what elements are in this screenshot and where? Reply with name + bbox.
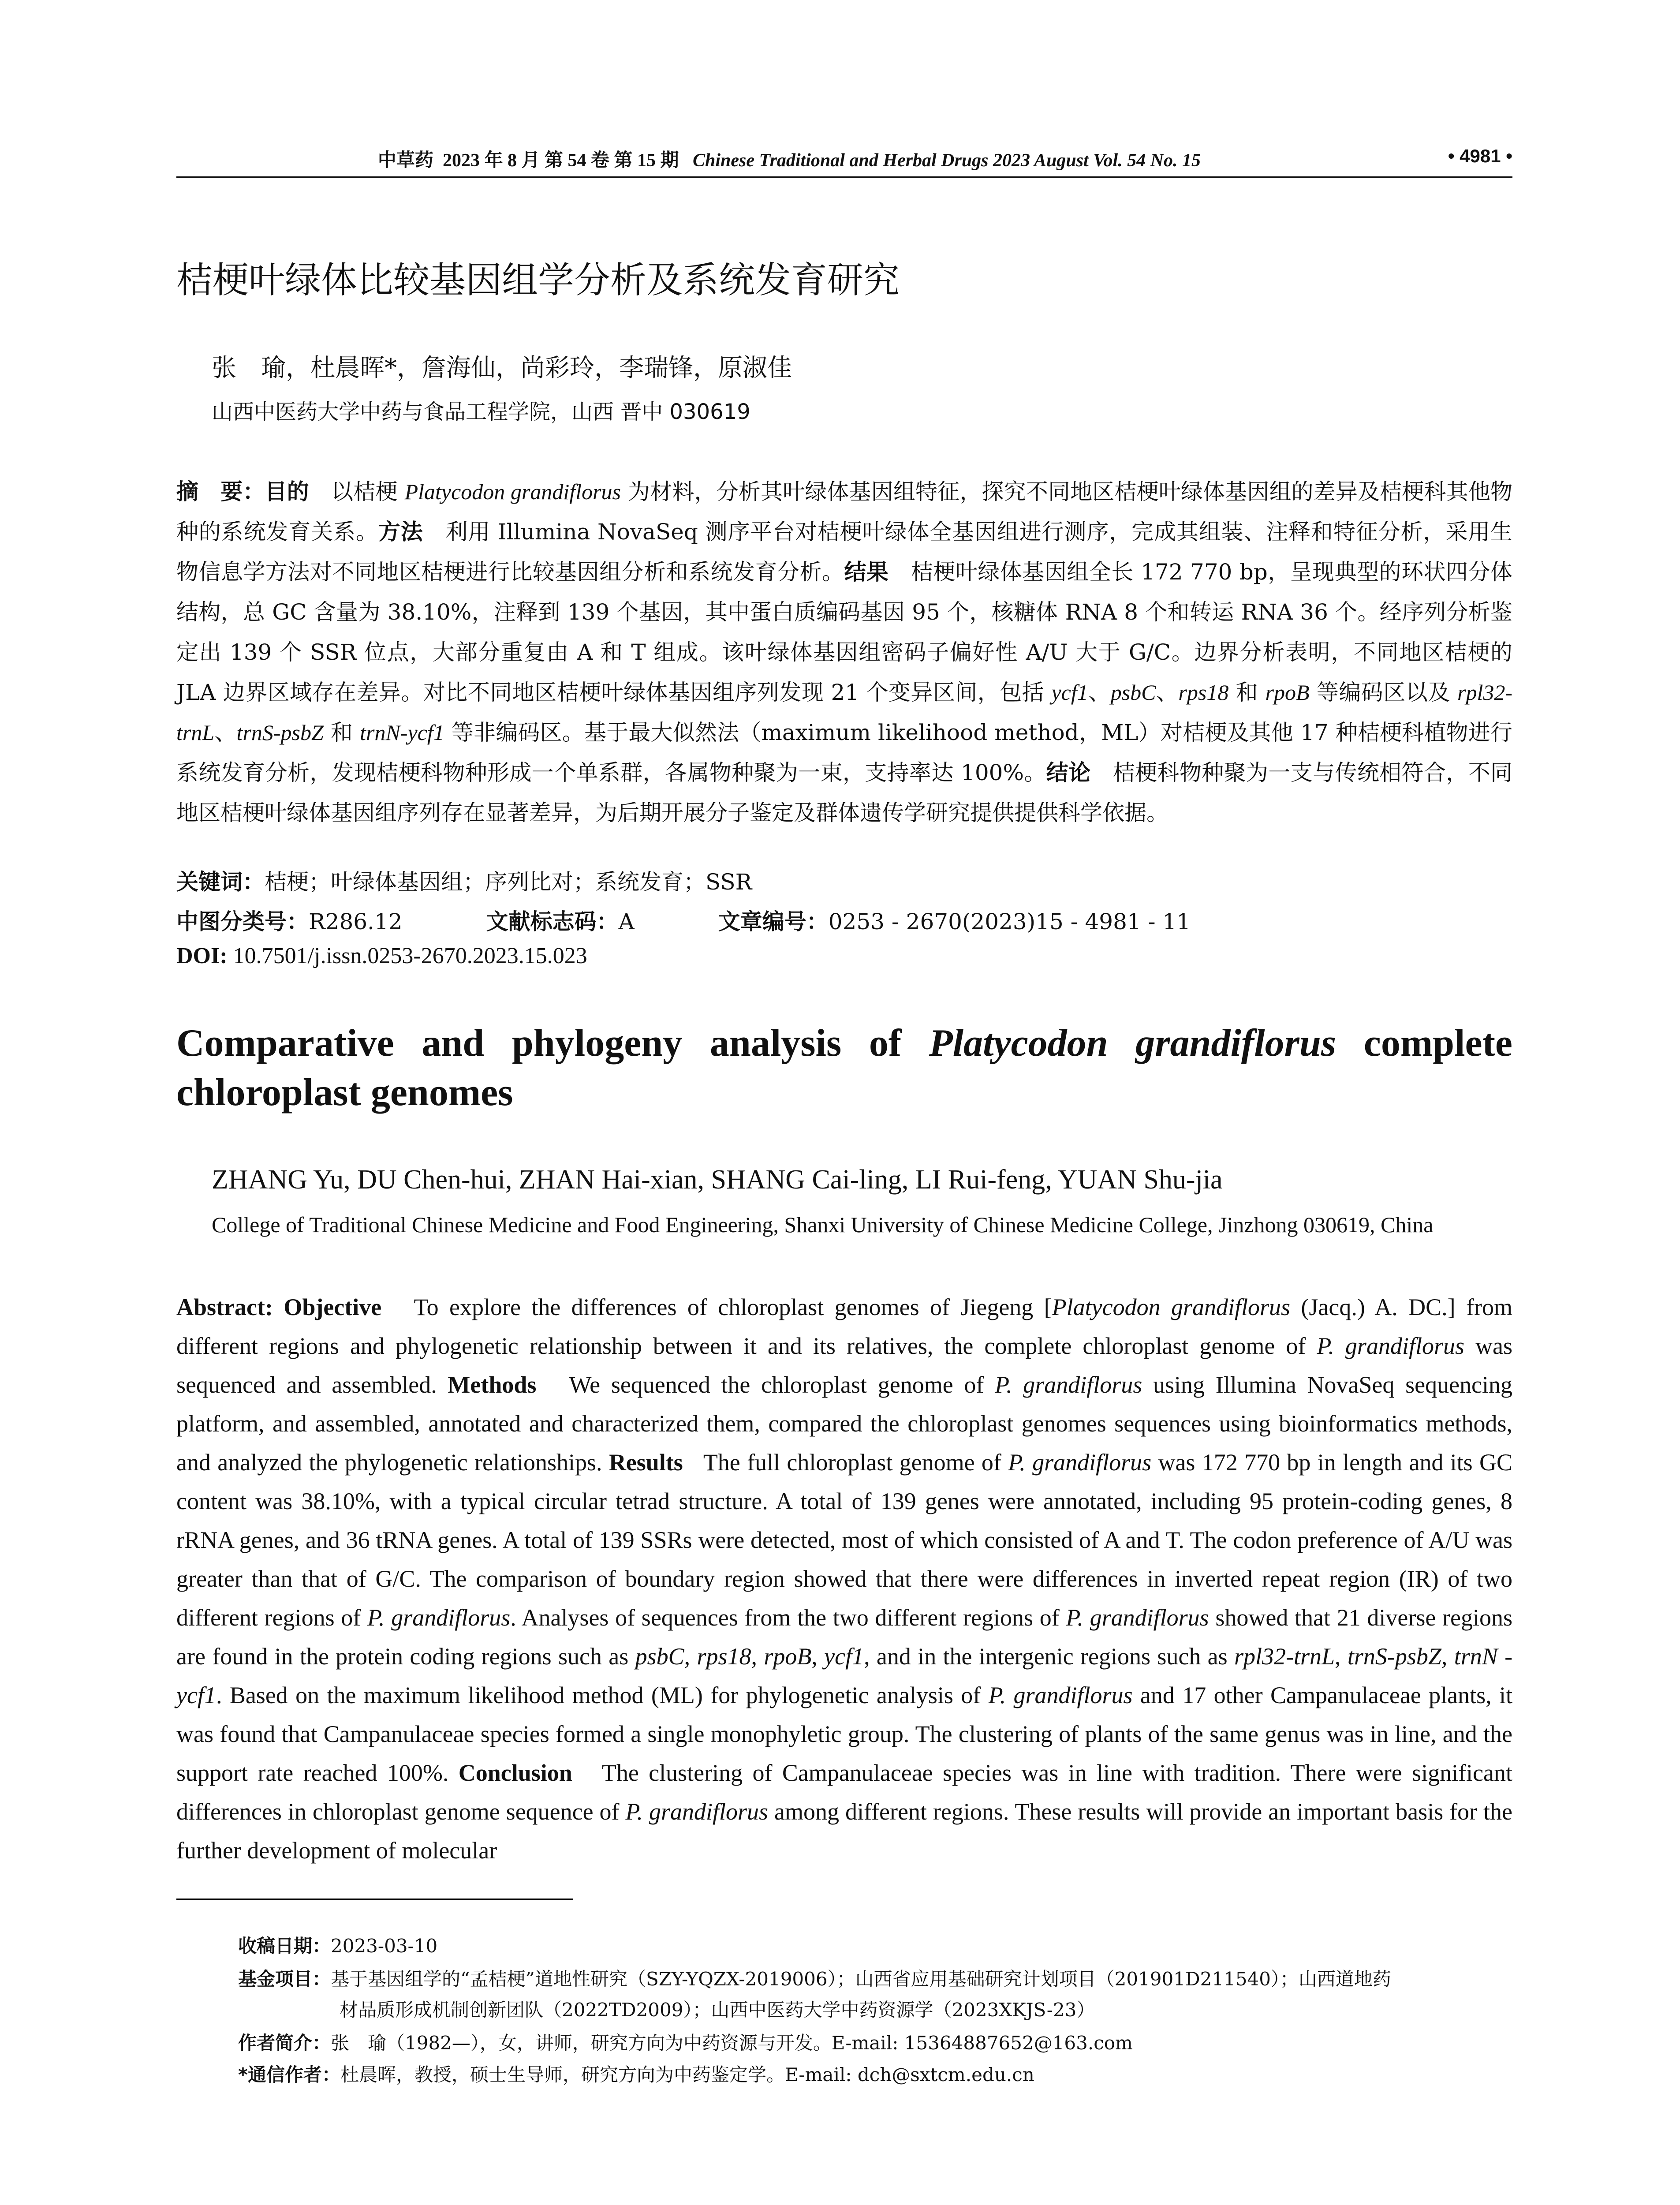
en-results-text-4: showed that 21 diverse regions are found in the protein coding regions such as bbox=[176, 1604, 1513, 1670]
gene-name: ycf1 bbox=[1051, 680, 1088, 705]
cn-affiliation: 山西中医药大学中药与食品工程学院，山西 晋中 030619 bbox=[212, 400, 750, 424]
en-title-species: Platycodon grandiflorus bbox=[929, 1022, 1337, 1065]
cn-title: 桔梗叶绿体比较基因组学分析及系统发育研究 bbox=[176, 259, 900, 301]
en-title-text: Comparative and phylogeny analysis of bbox=[176, 1022, 929, 1065]
doi-link[interactable]: 10.7501/j.issn.0253-2670.2023.15.023 bbox=[233, 943, 587, 968]
en-results-text-2: was 172 770 bp in length and its GC content was 38.10%, with a typical circular tetrad structure. A total of 139 genes were annotated, including 95 protein-coding genes, 8 rRNA genes, and 36 tRNA genes. A total of 139 SSRs were detected, most of which consisted of A and T. The codon preference of A/U was greater than that of G/C. The comparison of boundary region showed that there were differences in inverted repeat region (IR) of two different regions of bbox=[176, 1449, 1513, 1631]
en-results-text-5: , and in the intergenic regions such as bbox=[864, 1643, 1234, 1670]
fund-label: 基金项目： bbox=[238, 1968, 331, 1990]
gene-name: trnN -ycf1 bbox=[176, 1643, 1513, 1708]
gene-name: ycf1 bbox=[824, 1643, 864, 1670]
cn-results-text: 桔梗叶绿体基因组全长 172 770 bp，呈现典型的环状四分体结构，总 GC 含量为 38.10%，注释到 139 个基因，其中蛋白质编码基因 95 个，核糖体 RNA 8 个和转运 RNA 36 个。经序列分析鉴定出 139 个 SSR 位点，大部分重复由 A 和 T 组成。该叶绿体基因组密码子偏好性 A/U 大于 G/C。边界分析表明，不同地区桔梗的 JLA 边界区域存在差异。对比不同地区桔梗叶绿体基因组序列发现 21 个变异区间，包括 bbox=[176, 559, 1513, 705]
separator: 和 bbox=[1228, 680, 1266, 705]
footnote-corresponding bbox=[238, 2060, 1034, 2087]
cn-abstract bbox=[176, 472, 1512, 833]
separator: 、 bbox=[1088, 680, 1111, 705]
cn-conclusion-text: 桔梗科物种聚为一支与传统相符合，不同地区桔梗叶绿体基因组序列存在显著差异，为后期开展分子鉴定及群体遗传学研究提供提供科学依据。 bbox=[176, 760, 1513, 826]
en-conclusion-text-2: among different regions. These results will provide an important basis for the further development of molecular bbox=[176, 1798, 1512, 1864]
en-title bbox=[176, 1019, 1512, 1117]
cn-species-name: Platycodon grandiflorus bbox=[404, 479, 621, 504]
cn-objective-label: 目的 bbox=[265, 479, 309, 505]
cn-results-text-2: 等编码区以及 bbox=[1309, 680, 1457, 705]
fund-text: 基于基因组学的“孟桔梗”道地性研究（SZY-YQZX-2019006）；山西省应用基础研究计划项目（201901D211540）；山西道地药 bbox=[331, 1968, 1391, 1990]
footnote-fund bbox=[238, 1965, 1391, 1991]
page-number: • 4981 • bbox=[1448, 146, 1512, 166]
keywords-label: 关键词： bbox=[176, 869, 265, 895]
author-text: 张 瑜（1982—），女，讲师，研究方向为中药资源与开发。E-mail: 15364887652@163.com bbox=[331, 2032, 1133, 2054]
en-results-text-7: and 17 other Campanulaceae plants, it was found that Campanulaceae species formed a single monophyletic group. The clustering of plants of the same genus was in line, and the support rate reached 100%. bbox=[176, 1682, 1512, 1786]
footnote-rule bbox=[176, 1899, 573, 1900]
cn-conclusion-label: 结论 bbox=[1046, 760, 1091, 785]
en-objective-text-2: (Jacq.) A. DC.] from different regions and phylogenetic relationship between it and its relatives, the complete chloroplast genome of bbox=[176, 1294, 1512, 1359]
gene-name: rpl32-trnL bbox=[1234, 1643, 1335, 1670]
en-results-text-3: . Analyses of sequences from the two different regions of bbox=[510, 1604, 1066, 1631]
doccode-value: A bbox=[618, 909, 635, 934]
clc-value: R286.12 bbox=[309, 909, 403, 934]
en-species-name: Platycodon grandiflorus bbox=[1052, 1294, 1291, 1320]
en-results-label: Results bbox=[609, 1449, 683, 1476]
cn-methods-label: 方法 bbox=[378, 519, 423, 545]
en-conclusion-label: Conclusion bbox=[458, 1760, 572, 1786]
en-species-abbrev: P. grandiflorus bbox=[1066, 1604, 1209, 1631]
en-results-text-6: . Based on the maximum likelihood method (ML) for phylogenetic analysis of bbox=[216, 1682, 989, 1708]
author-label: 作者简介： bbox=[238, 2032, 331, 2054]
en-affiliation: College of Traditional Chinese Medicine and Food Engineering, Shanxi University of Chinese Medicine College, Jinzhong 030619, China bbox=[212, 1212, 1434, 1237]
en-abstract bbox=[176, 1288, 1512, 1870]
cn-objective-text-2: 为材料，分析其叶绿体基因组特征，探究不同地区桔梗叶绿体基因组的差异及桔梗科其他物种的系统发育关系。 bbox=[176, 479, 1512, 545]
running-header bbox=[176, 146, 1512, 181]
en-methods-text: We sequenced the chloroplast genome of bbox=[569, 1372, 995, 1398]
footnote-author bbox=[238, 2029, 1133, 2055]
en-methods-label: Methods bbox=[448, 1372, 537, 1398]
journal-name-en: Chinese Traditional and Herbal Drugs 2023 August Vol. 54 No. 15 bbox=[692, 150, 1201, 171]
separator: 、 bbox=[1156, 680, 1179, 705]
en-species-abbrev: P. grandiflorus bbox=[367, 1604, 511, 1631]
cn-results-text-3: 等非编码区。基于最大似然法（maximum likelihood method，ML）对桔梗及其他 17 种桔梗科植物进行系统发育分析，发现桔梗科物种形成一个单系群，各属物种聚为一束，支持率达 100%。 bbox=[176, 720, 1512, 785]
gene-name: trnN-ycf1 bbox=[360, 720, 444, 745]
en-results-text: The full chloroplast genome of bbox=[703, 1449, 1008, 1476]
clc-label: 中图分类号： bbox=[176, 909, 309, 934]
gene-name: rps18 bbox=[697, 1643, 751, 1670]
received-label: 收稿日期： bbox=[238, 1935, 331, 1957]
cn-authors: 张 瑜，杜晨晖*，詹海仙，尚彩玲，李瑞锋，原淑佳 bbox=[212, 354, 792, 382]
en-objective-text: To explore the differences of chloroplast genomes of Jiegeng [ bbox=[414, 1294, 1052, 1320]
en-objective-text-3: was sequenced and assembled. bbox=[176, 1333, 1513, 1398]
en-authors: ZHANG Yu, DU Chen-hui, ZHAN Hai-xian, SHANG Cai-ling, LI Rui-feng, YUAN Shu-jia bbox=[212, 1165, 1223, 1195]
en-species-abbrev: P. grandiflorus bbox=[995, 1372, 1142, 1398]
en-methods-text-2: using Illumina NovaSeq sequencing platform, and assembled, annotated and characterized them, compared the chloroplast genomes sequences using bioinformatics methods, and analyzed the phylogenetic relationships. bbox=[176, 1372, 1513, 1476]
doi-line bbox=[176, 943, 587, 969]
corresponding-text: 杜晨晖，教授，硕士生导师，研究方向为中药鉴定学。E-mail: dch@sxtcm.edu.cn bbox=[340, 2064, 1034, 2085]
gene-name: psbC bbox=[635, 1643, 684, 1670]
cn-results-label: 结果 bbox=[844, 559, 889, 585]
gene-name: rpl32-trnL bbox=[176, 680, 1512, 745]
cn-objective-text: 以桔梗 bbox=[309, 479, 405, 505]
cn-abstract-label: 摘 要： bbox=[176, 479, 265, 505]
gene-name: rpoB bbox=[764, 1643, 812, 1670]
header-rule bbox=[176, 176, 1512, 178]
gene-name: rps18 bbox=[1178, 680, 1229, 705]
issue-cn: 2023 年 8 月 第 54 卷 第 15 期 bbox=[442, 150, 679, 171]
received-date: 2023-03-10 bbox=[331, 1935, 438, 1957]
gene-name: trnS-psbZ bbox=[1347, 1643, 1441, 1670]
header-journal-line bbox=[176, 146, 1402, 172]
gene-name: rpoB bbox=[1265, 680, 1310, 705]
article-no-value: 0253 - 2670(2023)15 - 4981 - 11 bbox=[828, 909, 1191, 934]
en-species-abbrev: P. grandiflorus bbox=[988, 1682, 1133, 1708]
keywords-line bbox=[176, 864, 752, 896]
en-species-abbrev: P. grandiflorus bbox=[1317, 1333, 1464, 1359]
separator: , bbox=[811, 1643, 825, 1670]
separator: 和 bbox=[323, 720, 360, 745]
footnote-received bbox=[238, 1932, 437, 1958]
classification-line bbox=[176, 904, 1191, 936]
separator: , bbox=[751, 1643, 764, 1670]
en-abstract-label: Abstract: Objective bbox=[176, 1294, 382, 1320]
corresponding-label: *通信作者： bbox=[238, 2064, 340, 2085]
en-title-text-2: complete chloroplast genomes bbox=[176, 1022, 1512, 1114]
en-conclusion-text: The clustering of Campanulaceae species was in line with tradition. There were significant differences in chloroplast genome sequence of bbox=[176, 1760, 1512, 1825]
cn-methods-text: 利用 Illumina NovaSeq 测序平台对桔梗叶绿体全基因组进行测序，完成其组装、注释和特征分析，采用生物信息学方法对不同地区桔梗进行比较基因组分析和系统发育分析。 bbox=[176, 519, 1513, 585]
keywords: 桔梗；叶绿体基因组；序列比对；系统发育；SSR bbox=[265, 869, 752, 895]
doccode-label: 文献标志码： bbox=[486, 909, 619, 934]
separator: , bbox=[684, 1643, 697, 1670]
separator: , bbox=[1335, 1643, 1348, 1670]
gene-name: psbC bbox=[1110, 680, 1156, 705]
footnote-fund-cont: 材品质形成机制创新团队（2022TD2009）；山西中医药大学中药资源学（2023XKJS-23） bbox=[340, 1999, 1095, 2021]
doi-label: DOI: bbox=[176, 943, 228, 968]
separator: , bbox=[1441, 1643, 1454, 1670]
journal-name-cn: 中草药 bbox=[377, 150, 433, 171]
separator: 、 bbox=[214, 720, 237, 745]
article-no-label: 文章编号： bbox=[718, 909, 829, 934]
en-species-abbrev: P. grandiflorus bbox=[625, 1798, 769, 1825]
en-species-abbrev: P. grandiflorus bbox=[1008, 1449, 1152, 1476]
gene-name: trnS-psbZ bbox=[236, 720, 324, 745]
